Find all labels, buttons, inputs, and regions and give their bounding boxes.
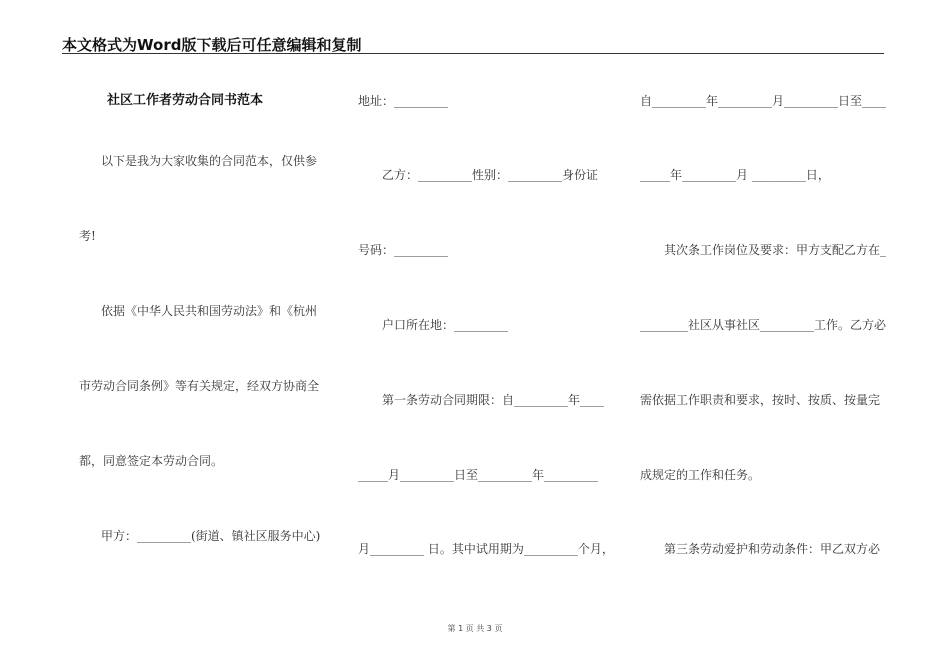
paragraph-line: 第三条劳动爱护和劳动条件：甲乙双方必 xyxy=(664,542,881,556)
paragraph-line: 第一条劳动合同期限：自_________年____ xyxy=(382,393,605,407)
page-footer xyxy=(0,623,950,634)
paragraph-line: 以下是我为大家收集的合同范本，仅供参 xyxy=(101,154,318,168)
page-number: 第 1 页 共 3 页 xyxy=(447,624,503,633)
paragraph-line: _____年_________月 _________日， xyxy=(640,168,830,182)
paragraph-line: 都，同意签定本劳动合同。 xyxy=(79,454,224,468)
paragraph-line: 甲方：_________(街道、镇社区服务中心) xyxy=(101,529,321,543)
paragraph-line: _____月_________日至_________年_________ xyxy=(358,468,599,482)
page-header xyxy=(62,33,884,54)
paragraph-line: 依据《中华人民共和国劳动法》和《杭州 xyxy=(101,304,318,318)
paragraph-line: ________社区从事社区_________工作。乙方必 xyxy=(640,318,887,332)
paragraph-line: 考! xyxy=(79,229,96,243)
paragraph-line: 其次条工作岗位及要求：甲方支配乙方在_ xyxy=(664,243,887,257)
document-title: 社区工作者劳动合同书范本 xyxy=(107,93,264,108)
paragraph-line: 乙方：_________性别：_________身份证 xyxy=(382,168,599,182)
paragraph-line: 自_________年_________月_________日至____ xyxy=(640,94,887,108)
paragraph-line: 成规定的工作和任务。 xyxy=(640,468,761,482)
header-title: 本文格式为Word版下载后可任意编辑和复制 xyxy=(62,36,362,54)
paragraph-line: 号码：_________ xyxy=(358,243,449,257)
paragraph-line: 市劳动合同条例》等有关规定，经双方协商全 xyxy=(79,379,320,393)
paragraph-line: 户口所在地：_________ xyxy=(382,318,509,332)
paragraph-line: 地址：_________ xyxy=(358,94,449,108)
paragraph-line: 月_________ 日。其中试用期为_________个月， xyxy=(358,542,614,556)
paragraph-line: 需依据工作职责和要求，按时、按质、按量完 xyxy=(640,393,881,407)
